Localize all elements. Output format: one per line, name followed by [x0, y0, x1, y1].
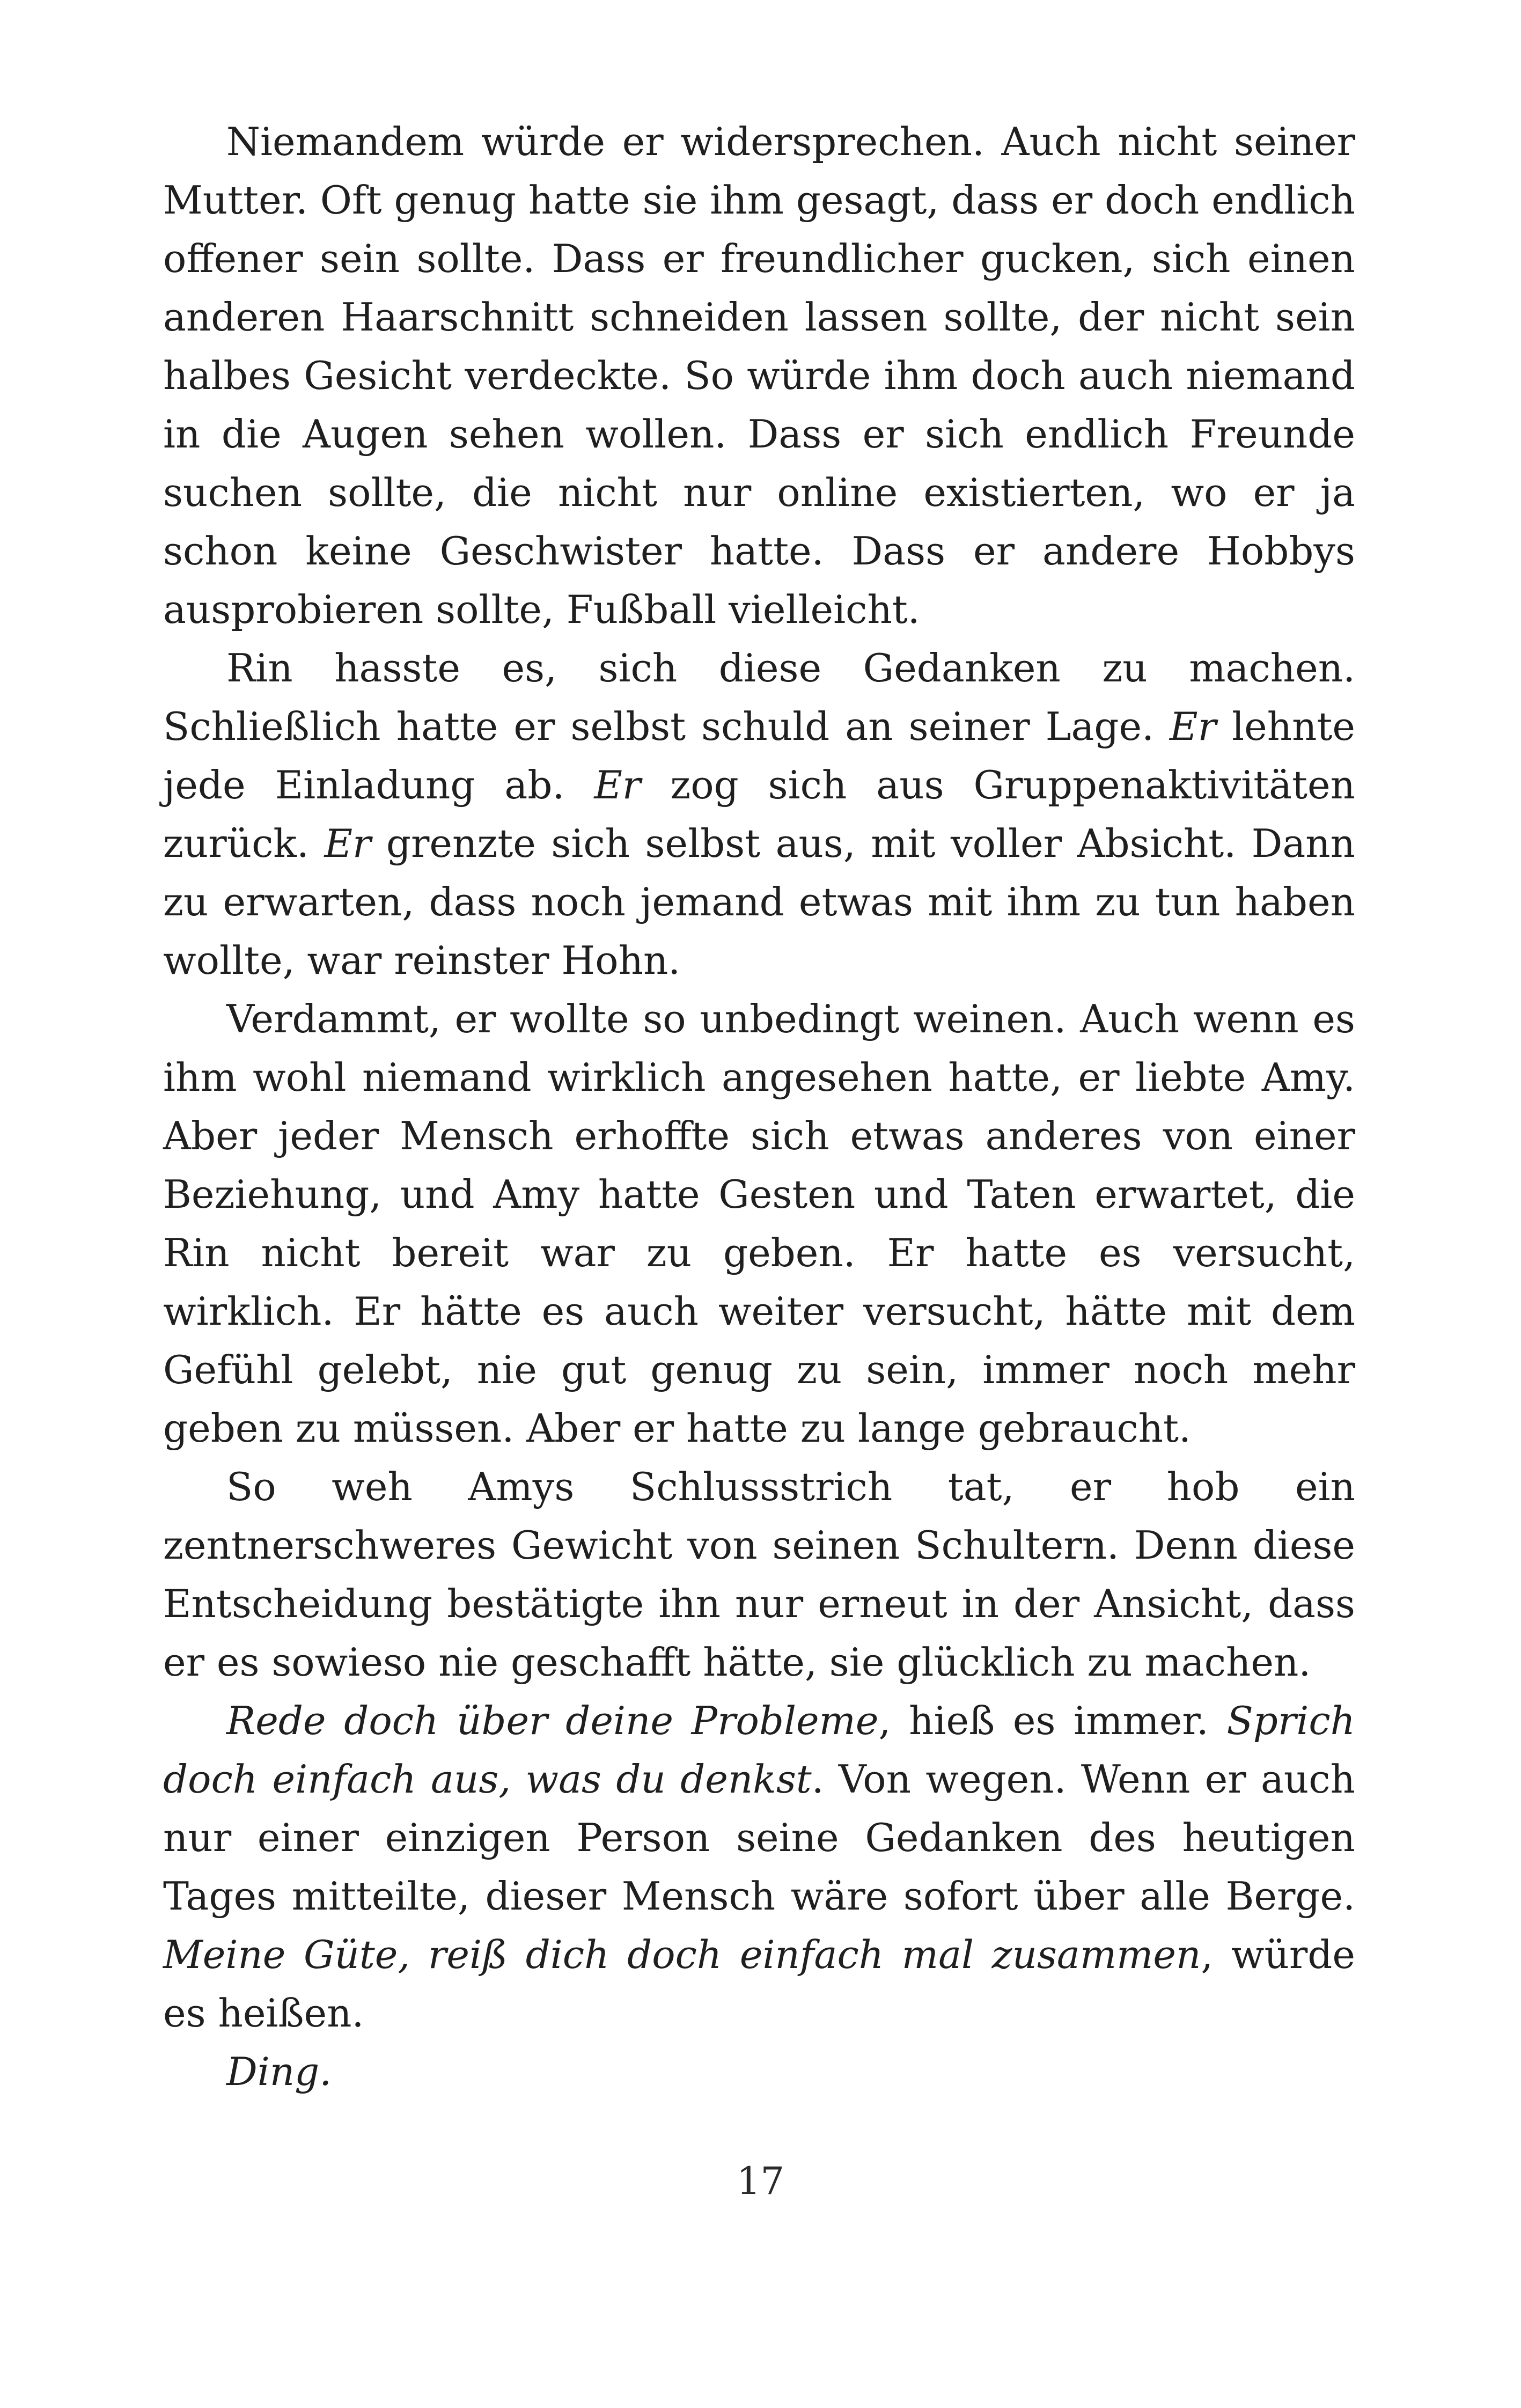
text-run: , hieß es immer.	[878, 1698, 1227, 1743]
page-number: 17	[736, 2159, 785, 2203]
text-run: . Von wegen. Wenn er auch nur einer einzigen Person seine Gedanken des heutigen Tages mitteilte, dieser Mensch wäre sofort über alle Berge.	[163, 1757, 1355, 1919]
italic-text-run: Er	[594, 762, 641, 807]
italic-text-run: Meine Güte, reiß dich doch einfach mal zusammen	[163, 1932, 1201, 1977]
paragraph	[163, 2043, 1355, 2101]
paragraph	[163, 990, 1355, 1458]
paragraph	[163, 113, 1355, 639]
body-text	[163, 113, 1355, 2101]
text-run: Verdammt, er wollte so unbedingt weinen. Auch wenn es ihm wohl niemand wirklich angesehen hatte, er liebte Amy. Aber jeder Mensch erhoffte sich etwas anderes von einer Beziehung, und Amy hatte Gesten und Taten erwartet, die Rin nicht bereit war zu geben. Er hatte es versucht, wirklich. Er hätte es auch weiter versucht, hätte mit dem Gefühl gelebt, nie gut genug zu sein, immer noch mehr geben zu müssen. Aber er hatte zu lange gebraucht.	[163, 996, 1355, 1451]
text-run: , würde es heißen.	[163, 1932, 1356, 2036]
text-run: lehnte jede Einladung ab.	[163, 704, 1356, 807]
text-run: zog sich aus Gruppenaktivitäten zurück.	[163, 762, 1355, 866]
text-run: Niemandem würde er widersprechen. Auch nicht seiner Mutter. Oft genug hatte sie ihm gesagt, dass er doch endlich offener sein sollte. Dass er freundlicher gucken, sich einen anderen Haarschnitt schneiden lassen sollte, der nicht sein halbes Gesicht verdeckte. So würde ihm doch auch niemand in die Augen sehen wollen. Dass er sich endlich Freunde suchen sollte, die nicht nur online existierten, wo er ja schon keine Geschwister hatte. Dass er andere Hobbys ausprobieren sollte, Fußball vielleicht.	[163, 119, 1355, 632]
italic-text-run: Er	[324, 821, 371, 866]
italic-text-run: Rede doch über deine Probleme	[226, 1698, 879, 1743]
paragraph	[163, 1692, 1355, 2043]
italic-text-run: Ding.	[226, 2049, 332, 2094]
text-run: grenzte sich selbst aus, mit voller Absicht. Dann zu erwarten, dass noch jemand etwas mit ihm zu tun haben wollte, war reinster Hohn.	[163, 821, 1356, 983]
text-run: So weh Amys Schlussstrich tat, er hob ein zentnerschweres Gewicht von seinen Schultern. Denn diese Entscheidung bestätigte ihn nur erneut in der Ansicht, dass er es sowieso nie geschafft hätte, sie glücklich zu machen.	[163, 1464, 1355, 1685]
italic-text-run: Sprich doch einfach aus, was du denkst	[163, 1698, 1356, 1802]
paragraph	[163, 1458, 1355, 1692]
paragraph	[163, 639, 1355, 990]
text-run: Rin hasste es, sich diese Gedanken zu machen. Schließlich hatte er selbst schuld an seiner Lage.	[163, 645, 1355, 749]
italic-text-run: Er	[1170, 704, 1217, 749]
